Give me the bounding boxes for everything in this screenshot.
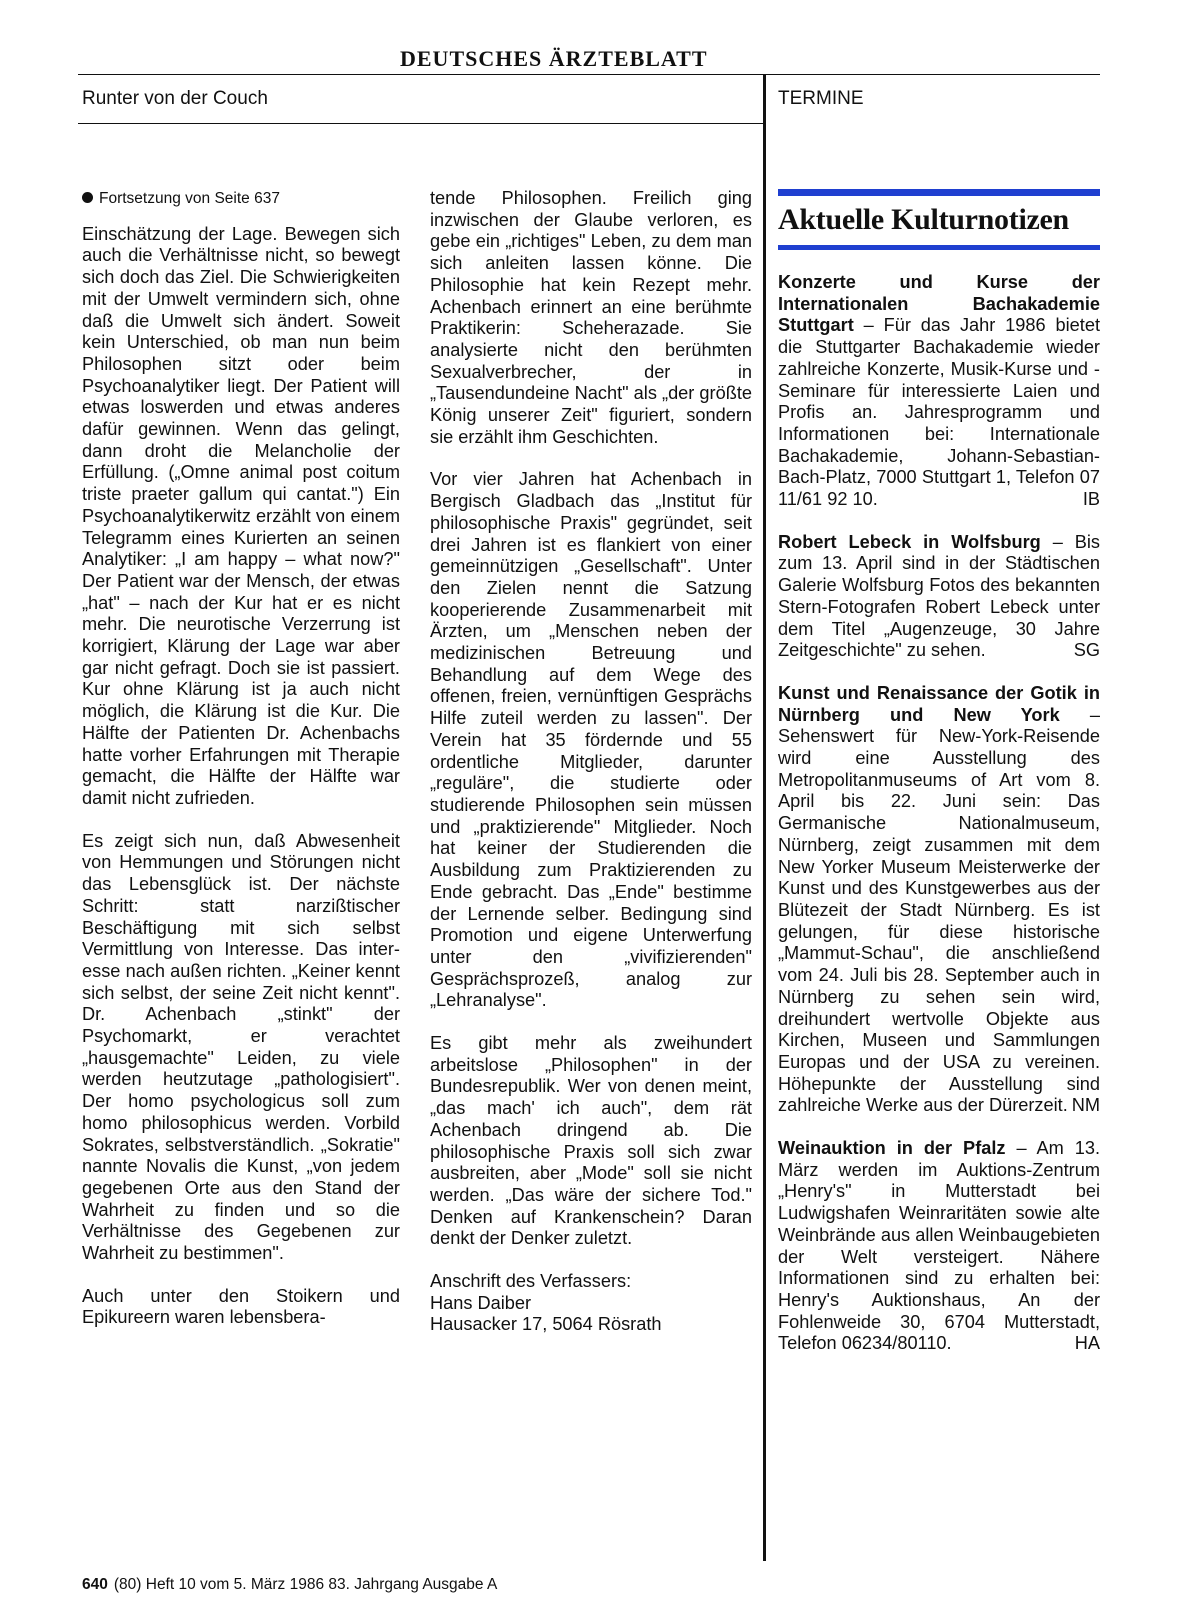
notice-signature: HA [1074, 1333, 1100, 1354]
notice-body: – Bis zum 13. April sind in der Städtischen Galerie Wolfsburg Fotos des bekannten Stern-Fotografen Robert Lebeck unter dem Titel „Augenzeuge, 30 Jahre Zeitgeschichte" zu sehen. [778, 531, 1100, 661]
notice-signature: SG [1073, 640, 1100, 661]
author-name: Hans Daiber [430, 1292, 532, 1313]
notice [778, 532, 1100, 662]
author-label: Anschrift des Verfassers: [430, 1271, 632, 1292]
notice [778, 272, 1100, 511]
article-column-1 [82, 188, 400, 1350]
continuation-note: Fortsetzung von Seite 637 [82, 188, 400, 210]
notice-heading: Robert Lebeck in Wolfsburg [778, 531, 1041, 552]
notice [778, 683, 1100, 1117]
page-number: 640 [82, 1576, 108, 1593]
paragraph: Auch unter den Stoikern und Epikureern waren lebensbera- [82, 1285, 400, 1328]
top-rule [78, 74, 1100, 75]
notice [778, 1138, 1100, 1355]
masthead: DEUTSCHES ÄRZTEBLATT [400, 46, 708, 71]
author-street: Hausacker 17, 5064 Rösrath [430, 1314, 662, 1335]
notice-body: – Für das Jahr 1986 bietet die Stuttgarter Bachakademie wieder zahlreiche Konzerte, Musik-Kurse und -Seminare für interessierte Laien und Profis an. Jahresprogramm und Informationen bei: Internationale Bachakademie, Johann-Sebastian-Bach-Platz, 7000 Stuttgart 1, Telefon 07 11/61 92 10. [778, 315, 1100, 510]
paragraph: Einschätzung der Lage. Bewegen sich auch die Verhältnisse nicht, so bewegt sich doch das Ziel. Die Schwierigkeiten mit der Umwelt vermindern sich, ohne daß die Umwelt sich ändert. Soweit kein Unterschied, ob man nun beim Philosophen sitzt oder beim Psychoanalytiker liegt. Der Patient will etwas loswerden und etwas anderes dafür gewinnen. Wenn das gelingt, dann droht die Melancholie der Erfüllung. („Omne animal post coitum triste praeter gallum qui cantat.") Ein Psychoanalytikerwitz erzählt von einem Telegramm eines Kurierten an seinen Analytiker: „I am happy – what now?" Der Patient war der Mensch, der etwas „hat" – nach der Kur hat er es nicht mehr. Die neurotische Verzerrung ist korrigiert, Klärung der Lage war aber gar nicht gefragt. Doch sie ist passiert. Kur ohne Klärung ist ja auch nicht möglich, die Klärung ist die Kur. Die Hälfte der Patienten Dr. Achenbachs hatte vorher Erfahrungen mit Therapie gemacht, die Hälfte der Hälfte war damit nicht zufrieden. [82, 223, 400, 808]
notice-heading: Konzerte und Kurse der Internationalen Bachakademie Stuttgart [778, 272, 1100, 336]
paragraph: Es gibt mehr als zweihundert arbeitslose „Philosophen" in der Bundesrepublik. Wer von denen meint, „das mach' ich auch", dem rät Achenbach dringend ab. Die philosophische Praxis soll sich zwar ausbreiten, aber „Mode" soll sie nicht werden. „Das wäre der sichere Tod." Denken auf Krankenschein? Daran denkt der Denker zuletzt. [430, 1033, 752, 1249]
section-rule [78, 123, 766, 124]
bullet-icon [82, 192, 93, 203]
paragraph: Vor vier Jahren hat Achenbach in Bergisch Gladbach das „Institut für philosophische Praxis" gegründet, seit drei Jahren ist es flankiert von einer gemeinnützigen „Gesellschaft". Unter den Zielen nennt die Satzung kooperierende Zusammenarbeit mit Ärzten, um „Menschen neben der medizinischen Betreuung und Behandlung auf dem Wege des offenen, freien, vernünftigen Gesprächs Hilfe zuteil werden zu lassen". Der Verein hat 35 fördernde und 55 ordentliche Mitglieder, darunter „reguläre", die studierte oder studierende Philosophen sein müssen und „praktizierende" Mitglieder. Noch hat keiner der Studierenden die Ausbildung zum Praktizierenden zu Ende gebracht. Das „Ende" bestimme der Lernende selber. Bedingung sind Promotion und eigene Unterwerfung unter den „vivifizierenden" Gesprächsprozeß, analog zur „Lehranalyse". [430, 469, 752, 1011]
author-address [430, 1271, 752, 1336]
page-footer [82, 1576, 497, 1594]
notice-heading: Weinauktion in der Pfalz [778, 1138, 1006, 1159]
notice-signature: NM [1071, 1095, 1100, 1116]
notice-body: – Am 13. März werden im Auktions-Zentrum „Henry's" in Mutterstadt bei Ludwigshafen Weinraritäten sowie alte Weinbrände aus allen Weinbaugebieten der Welt versteigert. Nähere Informationen sind zu erhalten bei: Henry's Auktionshaus, An der Fohlenweide 30, 6704 Mutterstadt, Telefon 06234/80110. [778, 1138, 1100, 1354]
kultur-title: Aktuelle Kulturnotizen [778, 203, 1069, 236]
section-title-left: Runter von der Couch [82, 88, 268, 109]
paragraph: Es zeigt sich nun, daß Abwesenheit von Hemmungen und Störungen nicht das Lebensglück ist. Der nächste Schritt: statt narzißtischer Beschäftigung mit sich selbst Vermittlung von Interesse. Das inter-esse nach außen richten. „Keiner kennt sich selbst, der seine Zeit nicht kennt". Dr. Achenbach „stinkt" der Psychomarkt, er verachtet „hausgemachte" Leiden, zu viele werden heutzutage „pathologisiert". Der homo psychologicus soll zum homo philosophicus werden. Vorbild Sokrates, selbstverständlich. „Sokratie" nannte Novalis die Kunst, „von jedem gegebenen Orte aus den Stand der Wahrheit zu finden und so die Verhältnisse des Gegebenen zur Wahrheit zu bestimmen". [82, 830, 400, 1264]
notice-heading: Kunst und Renaissance der Gotik in Nürnberg und New York [778, 682, 1100, 725]
notices-column [778, 272, 1100, 1355]
notice-signature: IB [1082, 489, 1100, 510]
article-column-2 [430, 188, 752, 1336]
notice-body: – Sehenswert für New-York-Reisende wird eine Ausstellung des Metropolitanmuseums of Art vom 8. April bis 22. Juni sein: Das Germanische Nationalmuseum, Nürnberg, zeigt zusammen mit dem New Yorker Museum Meisterwerke der Kunst und des Kunstgewerbes aus der Blütezeit der Stadt Nürnberg. Es ist gelungen, für diese historische „Mammut-Schau", die anschließend vom 24. Juli bis 28. September auch in Nürnberg zu sehen sein wird, dreihundert wertvolle Objekte aus Kirchen, Museen und Sammlungen Europas und der USA zu vereinen. Höhepunkte der Ausstellung sind zahlreiche Werke aus der Dürerzeit. [778, 704, 1101, 1116]
issue-info: (80) Heft 10 vom 5. März 1986 83. Jahrgang Ausgabe A [113, 1576, 498, 1593]
column-divider [763, 74, 766, 1561]
section-title-right: TERMINE [778, 88, 864, 109]
paragraph: tende Philosophen. Freilich ging inzwischen der Glaube verloren, es gebe ein „richtiges" Leben, zu dem man sich anleiten lassen könne. Die Philosophie hat kein Rezept mehr. Achenbach erinnert an eine berühmte Praktikerin: Scheherazade. Sie analysierte nicht den berühmten Sexualverbrecher, der in „Tausendundeine Nacht" als „der größte König unserer Zeit" figuriert, sondern sie erzählt ihm Geschichten. [430, 188, 752, 447]
accent-bar-bottom [778, 245, 1100, 250]
accent-bar-top [778, 189, 1100, 196]
